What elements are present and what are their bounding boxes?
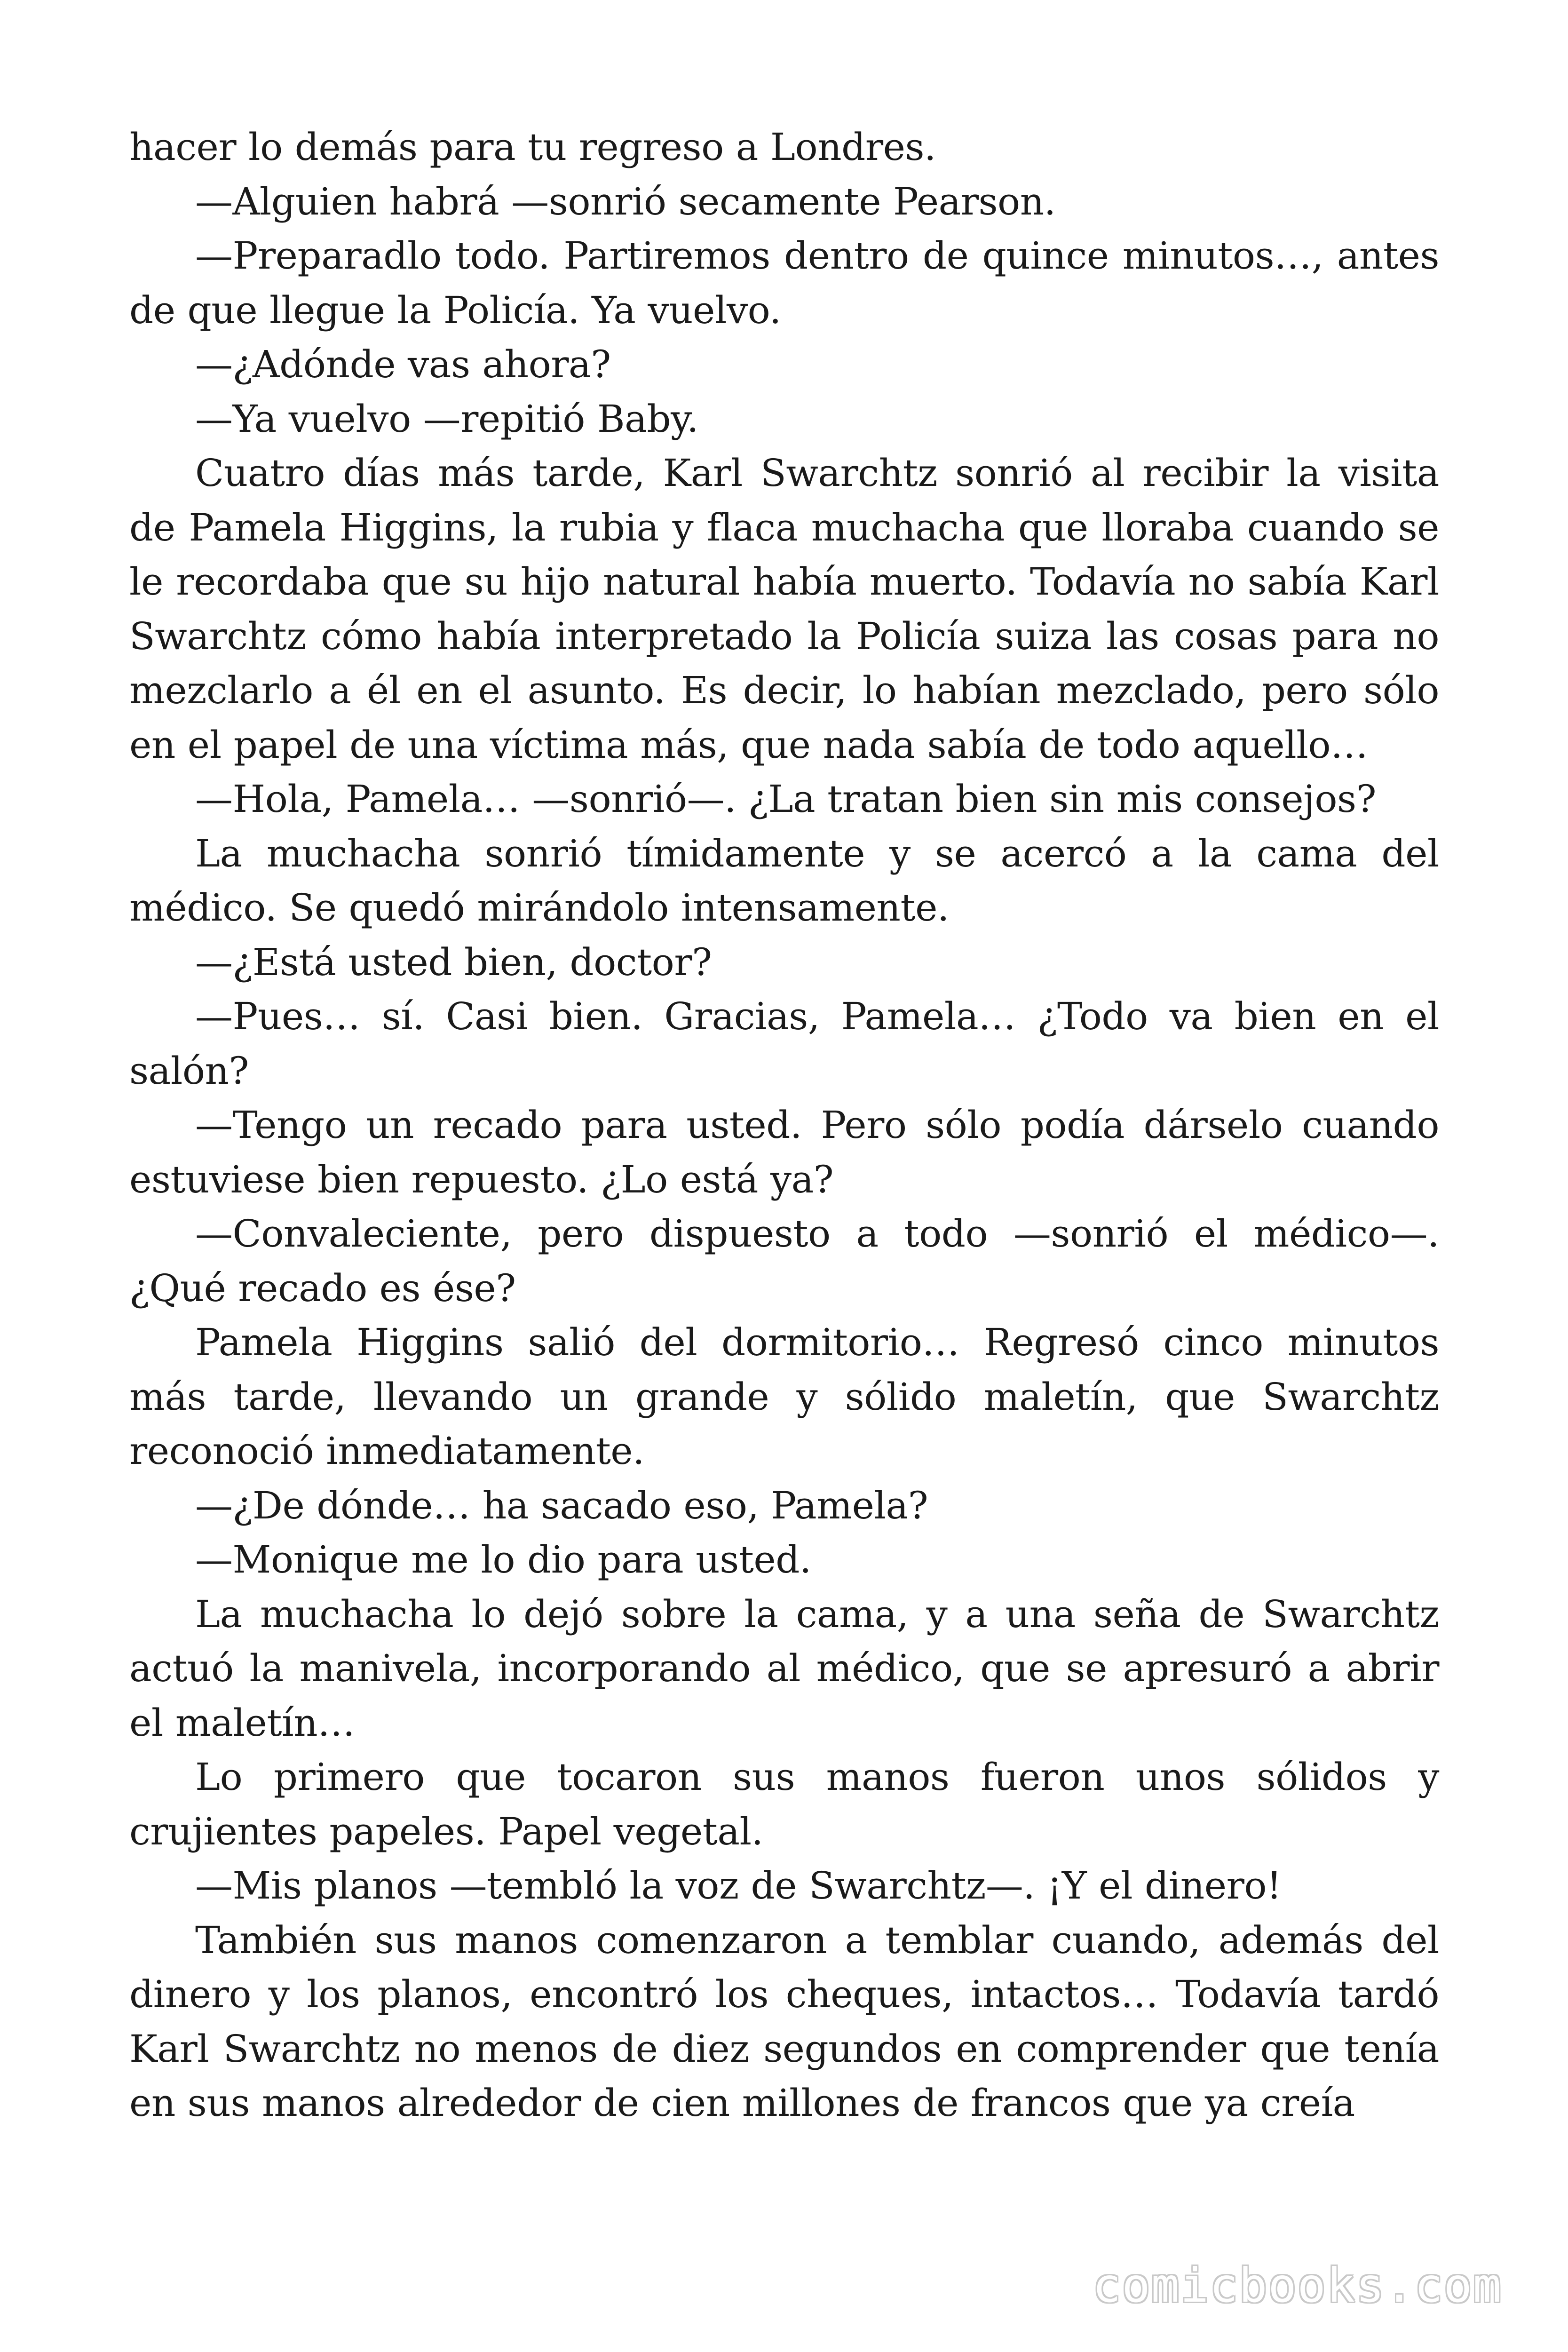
watermark: comicbooks.com	[1093, 2258, 1502, 2313]
paragraph: La muchacha sonrió tímidamente y se acercó a la cama del médico. Se quedó mirándolo intensamente.	[129, 831, 1439, 930]
page-body	[129, 120, 1439, 2130]
paragraph: —Pues… sí. Casi bien. Gracias, Pamela… ¿Todo va bien en el salón?	[129, 994, 1439, 1093]
paragraph: —Monique me lo dio para usted.	[195, 1538, 811, 1581]
paragraph: —Preparadlo todo. Partiremos dentro de quince minutos…, antes de que llegue la Policía. Ya vuelvo.	[129, 234, 1439, 332]
paragraph: Pamela Higgins salió del dormitorio… Regresó cinco minutos más tarde, llevando un grande y sólido maletín, que Swarchtz reconoció inmediatamente.	[129, 1320, 1439, 1473]
paragraph: —Alguien habrá —sonrió secamente Pearson.	[195, 179, 1056, 223]
paragraph: También sus manos comenzaron a temblar cuando, además del dinero y los planos, encontró los cheques, intactos… Todavía tardó Karl Swarchtz no menos de diez segundos en comprender que tenía en sus manos alrededor de cien millones de francos que ya creía	[129, 1918, 1439, 2125]
paragraph: —¿Adónde vas ahora?	[195, 342, 611, 386]
paragraph: —Hola, Pamela… —sonrió—. ¿La tratan bien sin mis consejos?	[195, 777, 1376, 821]
paragraph: Lo primero que tocaron sus manos fueron unos sólidos y crujientes papeles. Papel vegetal.	[129, 1755, 1439, 1853]
paragraph: —Tengo un recado para usted. Pero sólo podía dárselo cuando estuviese bien repuesto. ¿Lo está ya?	[129, 1103, 1439, 1201]
paragraph: hacer lo demás para tu regreso a Londres.	[129, 125, 936, 169]
paragraph: —¿De dónde… ha sacado eso, Pamela?	[195, 1483, 928, 1527]
paragraph: La muchacha lo dejó sobre la cama, y a una seña de Swarchtz actuó la manivela, incorporando al médico, que se apresuró a abrir el maletín…	[129, 1592, 1439, 1745]
paragraph: Cuatro días más tarde, Karl Swarchtz sonrió al recibir la visita de Pamela Higgins, la rubia y flaca muchacha que lloraba cuando se le recordaba que su hijo natural había muerto. Todavía no sabía Karl Swarchtz cómo había interpretado la Policía suiza las cosas para no mezclarlo a él en el asunto. Es decir, lo habían mezclado, pero sólo en el papel de una víctima más, que nada sabía de todo aquello…	[129, 451, 1439, 767]
paragraph: —¿Está usted bien, doctor?	[195, 940, 712, 984]
paragraph: —Mis planos —tembló la voz de Swarchtz—. ¡Y el dinero!	[195, 1864, 1282, 1907]
paragraph: —Ya vuelvo —repitió Baby.	[195, 397, 699, 441]
paragraph: —Convaleciente, pero dispuesto a todo —sonrió el médico—. ¿Qué recado es ése?	[129, 1212, 1439, 1310]
